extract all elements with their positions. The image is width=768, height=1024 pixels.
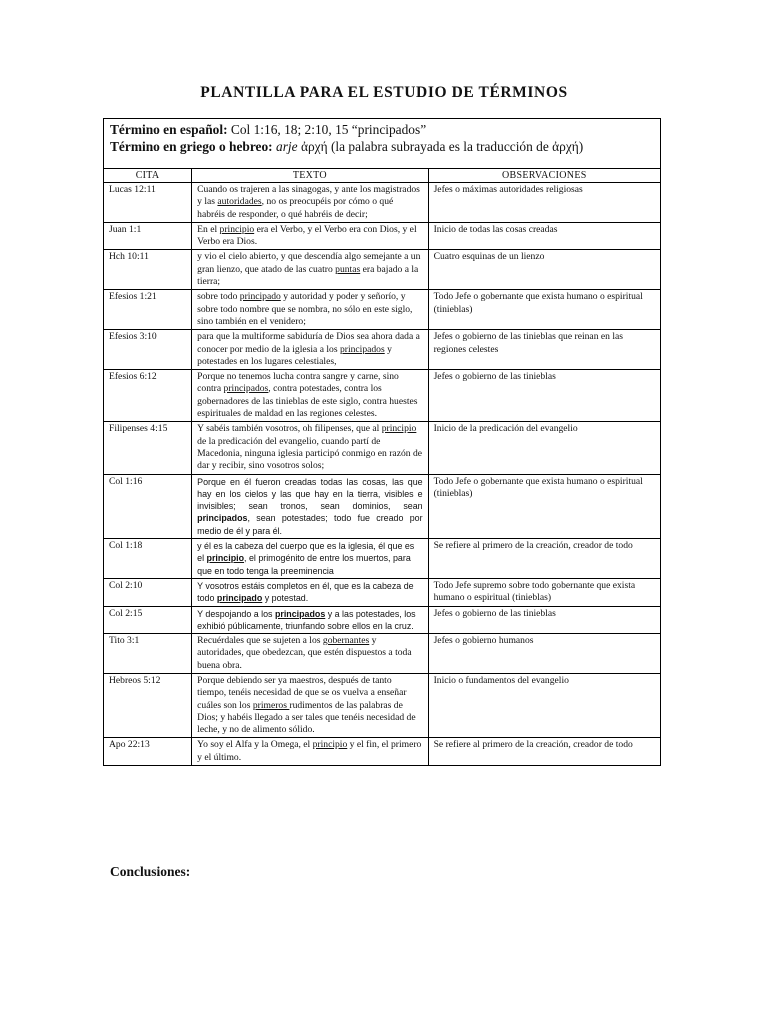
texto-text: Recuérdales que se sujeten a los bbox=[197, 635, 323, 647]
table-row bbox=[104, 250, 661, 290]
table-row bbox=[104, 222, 661, 250]
cell-observaciones: Jefes o gobierno de las tinieblas bbox=[428, 606, 660, 634]
table-row bbox=[104, 539, 661, 579]
cell-texto bbox=[192, 578, 428, 606]
cell-texto bbox=[192, 539, 428, 579]
texto-text: y potestades en los lugares celestiales, bbox=[197, 343, 392, 367]
term-spanish-label: Término en español: bbox=[110, 122, 228, 137]
cell-observaciones: Inicio de todas las cosas creadas bbox=[428, 222, 660, 250]
cell-observaciones: Cuatro esquinas de un lienzo bbox=[428, 250, 660, 290]
texto-text: En el bbox=[197, 223, 220, 235]
cell-observaciones: Todo Jefe o gobernante que exista humano o espiritual (tinieblas) bbox=[428, 474, 660, 538]
texto-underlined-term: principado bbox=[216, 593, 263, 604]
cell-texto bbox=[192, 290, 428, 330]
cell-cita: Lucas 12:11 bbox=[104, 183, 192, 223]
texto-underlined-term: puntas bbox=[335, 263, 361, 275]
texto-text: , contra potestades, contra los gobernadores de las tinieblas de este siglo, contra huestes espirituales de maldad en las regiones celestes. bbox=[197, 383, 418, 420]
table-row bbox=[104, 422, 661, 474]
cell-observaciones: Jefes o máximas autoridades religiosas bbox=[428, 183, 660, 223]
table-row bbox=[104, 673, 661, 737]
cell-texto bbox=[192, 330, 428, 370]
texto-underlined-term: principio bbox=[206, 553, 245, 564]
texto-underlined-term: principados bbox=[197, 513, 248, 524]
cell-cita: Efesios 3:10 bbox=[104, 330, 192, 370]
cell-observaciones: Inicio o fundamentos del evangelio bbox=[428, 673, 660, 737]
cell-texto bbox=[192, 673, 428, 737]
cell-cita: Col 2:10 bbox=[104, 578, 192, 606]
texto-underlined-term: principio bbox=[381, 423, 417, 435]
cell-observaciones: Jefes o gobierno de las tinieblas que reinan en las regiones celestes bbox=[428, 330, 660, 370]
table-row bbox=[104, 330, 661, 370]
header-texto: TEXTO bbox=[192, 169, 428, 183]
texto-text: de la predicación del evangelio, cuando partí de Macedonia, ninguna iglesia participó conmigo en razón de dar y recibir, sino vosotros solos; bbox=[197, 435, 423, 472]
term-greek-line bbox=[110, 138, 654, 155]
texto-underlined-term: principados bbox=[223, 383, 269, 395]
table-row bbox=[104, 474, 661, 538]
texto-underlined-term: principio bbox=[312, 739, 348, 751]
texto-text: Y despojando a los bbox=[197, 608, 275, 619]
texto-text: era el Verbo, y el Verbo era con Dios, y el Verbo era Dios. bbox=[197, 223, 417, 248]
table-row bbox=[104, 183, 661, 223]
cell-observaciones: Se refiere al primero de la creación, creador de todo bbox=[428, 539, 660, 579]
cell-texto bbox=[192, 183, 428, 223]
cell-cita: Apo 22:13 bbox=[104, 738, 192, 766]
texto-text: y autoridades, que obedezcan, que estén dispuestos a toda buena obra. bbox=[197, 635, 412, 671]
texto-text: para que la multiforme sabiduría de Dios sea ahora dada a conocer por medio de la iglesia a los bbox=[197, 331, 420, 355]
texto-text: rudimentos de las palabras de Dios; y habéis llegado a ser tales que tenéis necesidad de leche, y no de alimento sólido. bbox=[197, 699, 416, 736]
term-greek-label: Término en griego o hebreo: bbox=[110, 139, 273, 154]
texto-underlined-term: principio bbox=[219, 223, 255, 235]
texto-text: Porque en él fueron creadas todas las cosas, las que hay en los cielos y las que hay en la tierra, visibles e invisibles; sean tronos, sean dominios, sean bbox=[197, 476, 423, 512]
texto-text: sobre todo bbox=[197, 291, 240, 303]
texto-text: y potestad. bbox=[262, 593, 309, 604]
page-title: PLANTILLA PARA EL ESTUDIO DE TÉRMINOS bbox=[200, 84, 568, 101]
texto-text: Y vosotros estáis completos en él, que es la cabeza de todo bbox=[197, 580, 414, 604]
texto-text: y el fin, el primero y el último. bbox=[197, 739, 422, 763]
cell-cita: Tito 3:1 bbox=[104, 634, 192, 674]
texto-text: Cuando os trajeren a las sinagogas, y ante los magistrados y las bbox=[197, 184, 420, 208]
term-spanish-value: Col 1:16, 18; 2:10, 15 “principados” bbox=[230, 122, 427, 137]
cell-observaciones: Se refiere al primero de la creación, creador de todo bbox=[428, 738, 660, 766]
cell-texto bbox=[192, 370, 428, 422]
term-greek-value: ἀρχή (la palabra subrayada es la traducción de ἀρχή) bbox=[300, 139, 584, 154]
texto-underlined-term: gobernantes bbox=[322, 635, 370, 647]
texto-text: y autoridad y poder y señorío, y sobre todo nombre que se nombra, no sólo en este siglo, sino también en el venidero; bbox=[197, 291, 413, 327]
cell-observaciones: Todo Jefe o gobernante que exista humano o espiritual (tinieblas) bbox=[428, 290, 660, 330]
texto-underlined-term: primeros bbox=[252, 699, 290, 711]
cell-texto bbox=[192, 738, 428, 766]
table-row bbox=[104, 606, 661, 634]
cell-observaciones: Todo Jefe supremo sobre todo gobernante que exista humano o espiritual (tinieblas) bbox=[428, 578, 660, 606]
texto-text: Y sabéis también vosotros, oh filipenses, que al bbox=[197, 423, 382, 435]
cell-observaciones: Jefes o gobierno humanos bbox=[428, 634, 660, 674]
table-row bbox=[104, 578, 661, 606]
table-row bbox=[104, 634, 661, 674]
texto-text: y él es la cabeza del cuerpo que es la iglesia, él que es el bbox=[197, 541, 415, 564]
cell-cita: Juan 1:1 bbox=[104, 222, 192, 250]
cell-observaciones: Jefes o gobierno de las tinieblas bbox=[428, 370, 660, 422]
cell-observaciones: Inicio de la predicación del evangelio bbox=[428, 422, 660, 474]
terms-table bbox=[103, 168, 661, 766]
cell-cita: Col 2:15 bbox=[104, 606, 192, 634]
texto-text: y a las potestades, los exhibió públicamente, triunfando sobre ellos en la cruz. bbox=[197, 608, 416, 631]
table-row bbox=[104, 370, 661, 422]
cell-texto bbox=[192, 250, 428, 290]
cell-texto bbox=[192, 606, 428, 634]
texto-text: , el primogénito de entre los muertos, para que en todo tenga la preeminencia bbox=[197, 553, 411, 576]
cell-cita: Hebreos 5:12 bbox=[104, 673, 192, 737]
cell-cita: Efesios 1:21 bbox=[104, 290, 192, 330]
table-row bbox=[104, 738, 661, 766]
texto-text: Porque debiendo ser ya maestros, después de tanto tiempo, tenéis necesidad de que se os vuelva a enseñar cuáles son los bbox=[197, 674, 407, 711]
texto-text: Porque no tenemos lucha contra sangre y carne, sino contra bbox=[197, 371, 399, 395]
header-observaciones: OBSERVACIONES bbox=[428, 169, 660, 183]
table-row bbox=[104, 290, 661, 330]
cell-texto bbox=[192, 222, 428, 250]
texto-underlined-term: autoridades bbox=[217, 196, 262, 208]
cell-cita: Hch 10:11 bbox=[104, 250, 192, 290]
term-greek-word: arje bbox=[276, 139, 298, 154]
texto-text: era bajado a la tierra; bbox=[197, 263, 419, 288]
texto-underlined-term: principados bbox=[274, 608, 326, 619]
header-cita: CITA bbox=[104, 169, 192, 183]
texto-text: , sean potestades; todo fue creado por medio de él y para él. bbox=[197, 513, 423, 536]
texto-text: y vio el cielo abierto, y que descendía algo semejante a un gran lienzo, que atado de las cuatro bbox=[197, 251, 421, 275]
term-spanish-line bbox=[110, 121, 654, 138]
conclusions-label: Conclusiones: bbox=[110, 864, 191, 879]
term-header-box bbox=[103, 118, 661, 168]
table-header-row bbox=[104, 169, 661, 183]
cell-texto bbox=[192, 422, 428, 474]
texto-underlined-term: principados bbox=[339, 343, 385, 355]
cell-texto bbox=[192, 634, 428, 674]
texto-text: , no os preocupéis por cómo o qué habréis de responder, o qué habréis de decir; bbox=[197, 196, 394, 220]
texto-underlined-term: principado bbox=[239, 291, 281, 303]
cell-cita: Filipenses 4:15 bbox=[104, 422, 192, 474]
cell-cita: Efesios 6:12 bbox=[104, 370, 192, 422]
cell-texto bbox=[192, 474, 428, 538]
cell-cita: Col 1:18 bbox=[104, 539, 192, 579]
texto-text: Yo soy el Alfa y la Omega, el bbox=[197, 739, 313, 751]
table-body bbox=[104, 183, 661, 766]
cell-cita: Col 1:16 bbox=[104, 474, 192, 538]
